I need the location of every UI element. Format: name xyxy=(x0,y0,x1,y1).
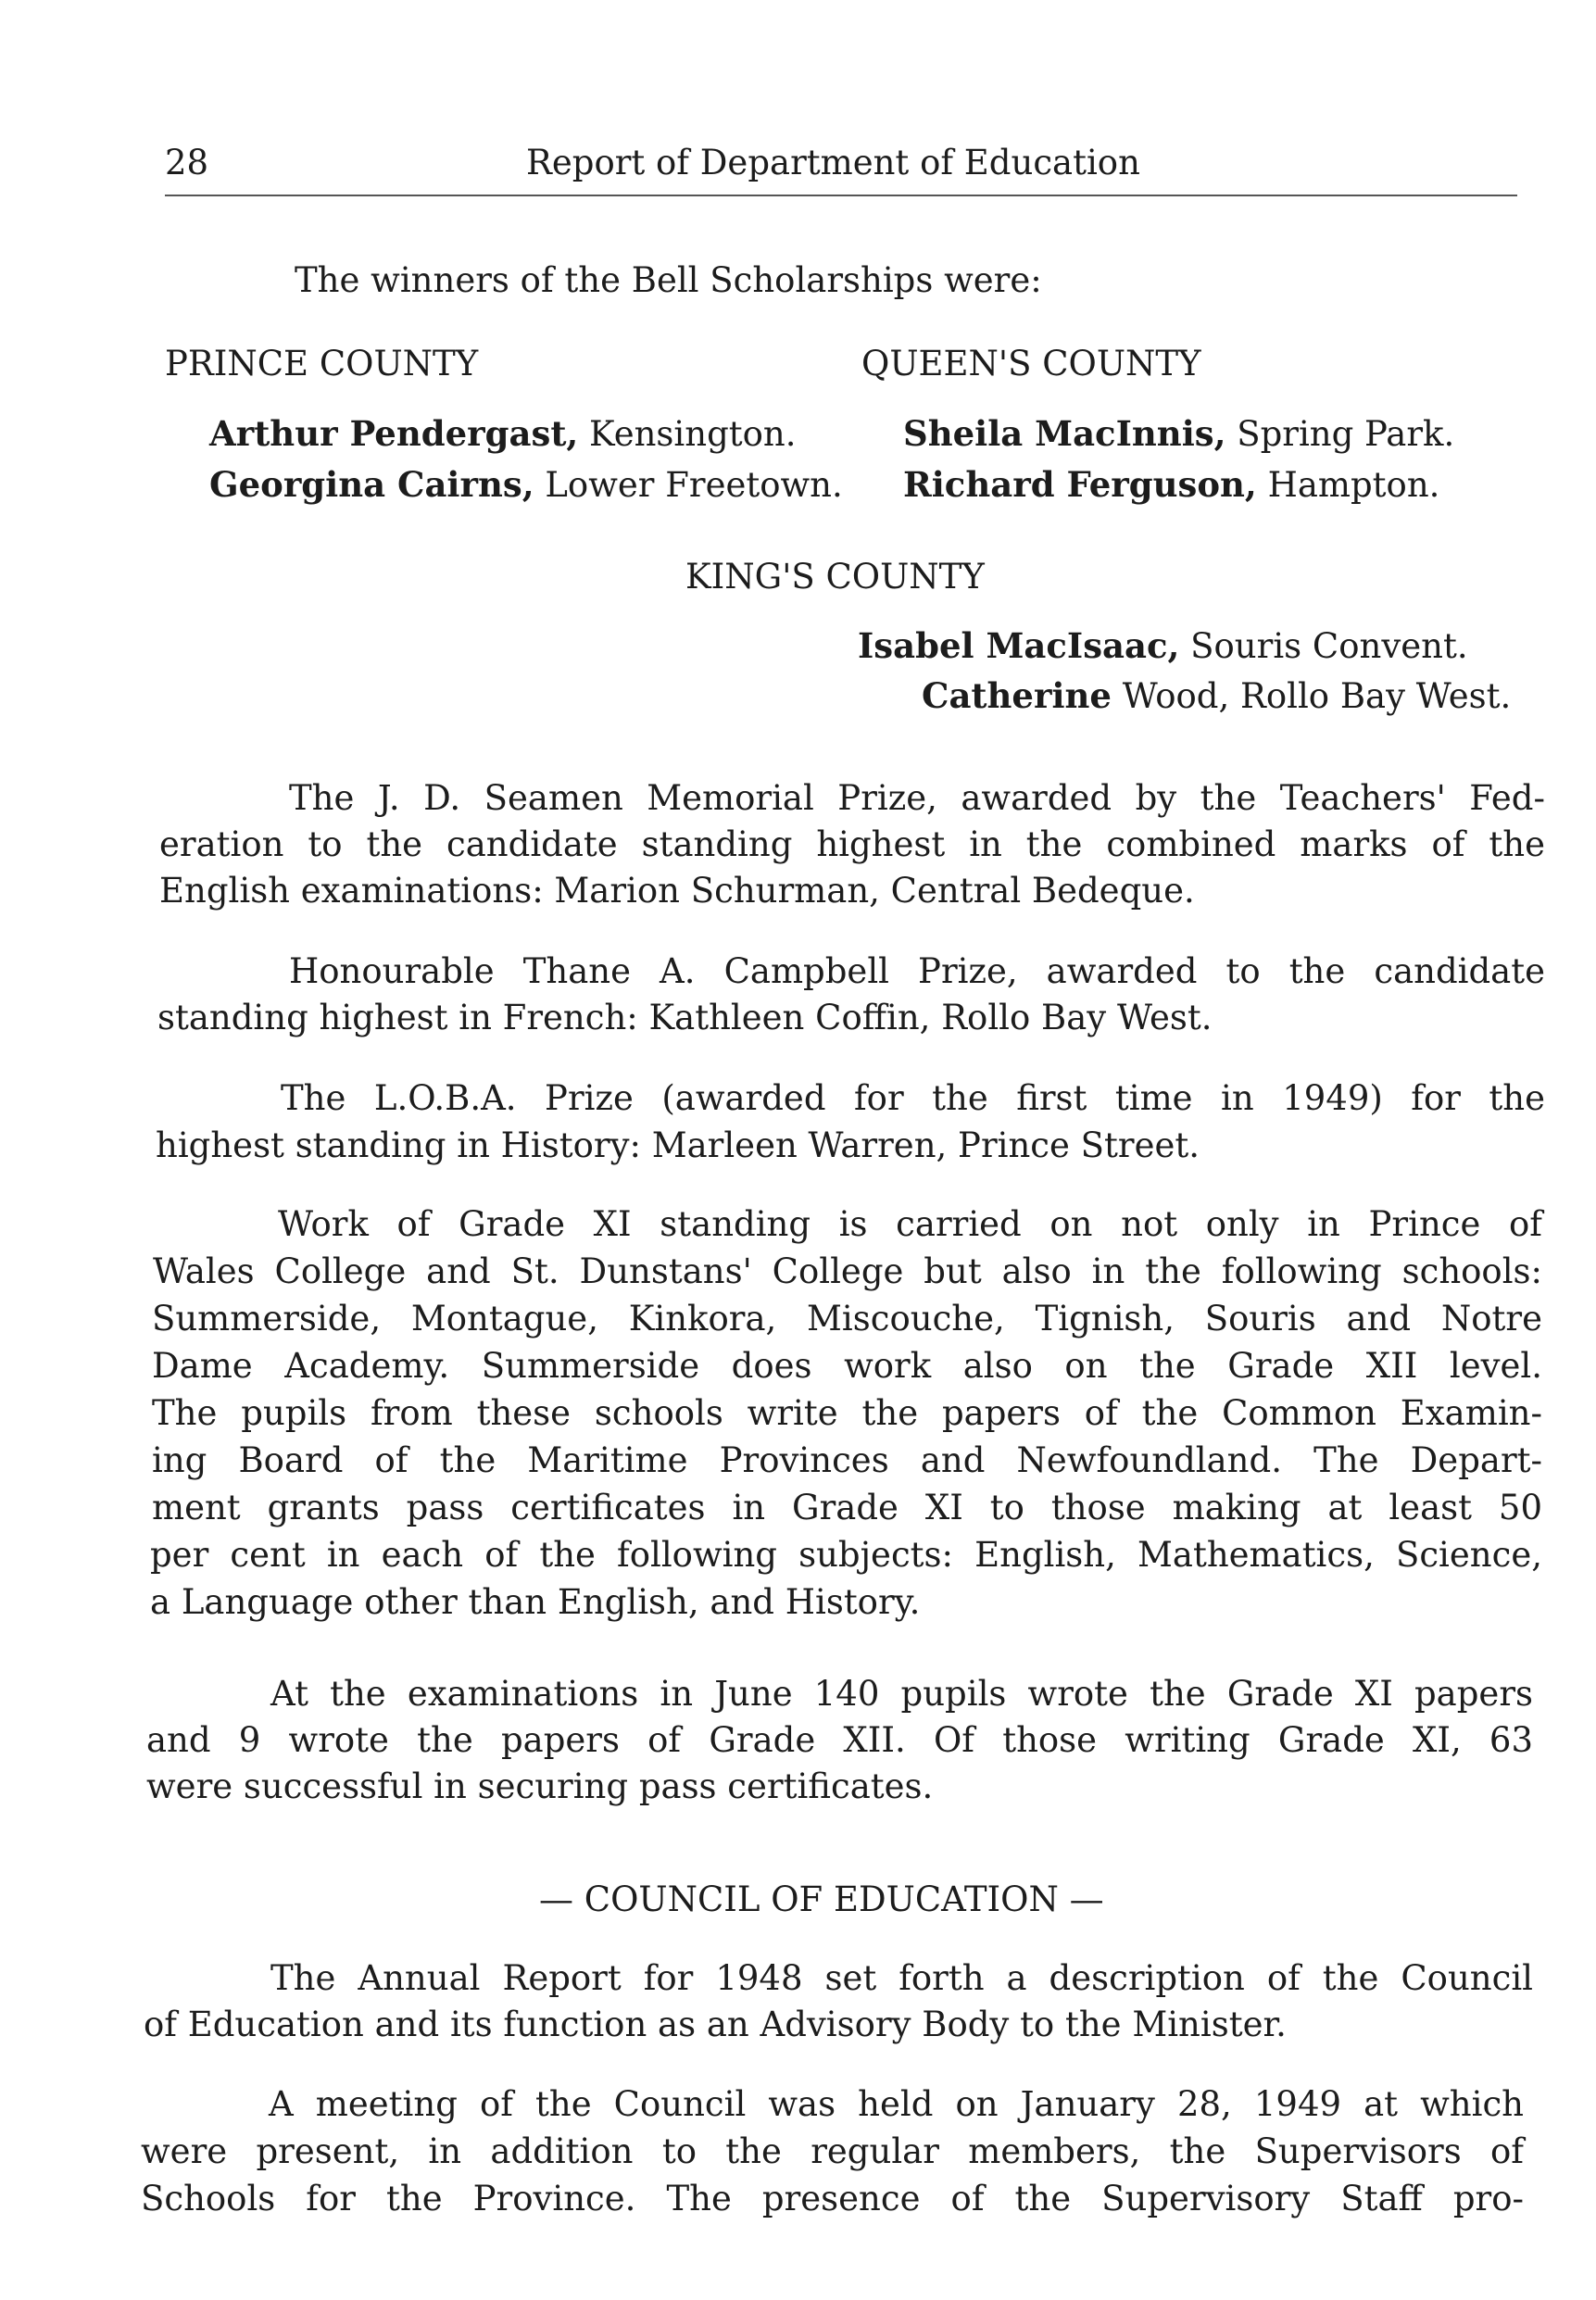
loba-prize-line-2: highest standing in History: Marleen Warren, Prince Street. xyxy=(156,1125,1200,1165)
council-para-2-line-2: were present, in addition to the regular members, the Supervisors of xyxy=(141,2131,1524,2171)
loba-prize-line-1: The L.O.B.A. Prize (awarded for the first time in 1949) for the xyxy=(281,1078,1545,1118)
exam-results-line-3: were successful in securing pass certificates. xyxy=(146,1766,934,1806)
page-number: 28 xyxy=(165,143,209,182)
queens-winner-1 xyxy=(903,413,1455,454)
grade-xi-line-9: a Language other than English, and History. xyxy=(150,1582,921,1622)
winner-place: Spring Park. xyxy=(1225,414,1455,454)
prince-county-heading: PRINCE COUNTY xyxy=(165,344,479,383)
grade-xi-line-5: The pupils from these schools write the papers of the Common Examin- xyxy=(152,1393,1542,1433)
winner-name: Richard Ferguson, xyxy=(903,464,1257,505)
grade-xi-line-2: Wales College and St. Dunstans' College but also in the following schools: xyxy=(153,1251,1542,1291)
winner-place: Lower Freetown. xyxy=(534,465,843,505)
seamen-prize-line-1: The J. D. Seamen Memorial Prize, awarded by the Teachers' Fed- xyxy=(289,778,1545,818)
council-para-1-line-2: of Education and its function as an Advisory Body to the Minister. xyxy=(144,2005,1287,2044)
prince-winner-1 xyxy=(209,413,797,454)
council-para-2-line-1: A meeting of the Council was held on January 28, 1949 at which xyxy=(269,2084,1524,2124)
grade-xi-line-8: per cent in each of the following subjects: English, Mathematics, Science, xyxy=(150,1535,1542,1575)
kings-winner-1 xyxy=(858,625,1468,666)
winner-place: Souris Convent. xyxy=(1179,626,1468,666)
bell-intro: The winners of the Bell Scholarships were: xyxy=(295,260,1042,300)
seamen-prize-line-2: eration to the candidate standing highest in the combined marks of the xyxy=(159,824,1545,864)
winner-name: Georgina Cairns, xyxy=(209,464,534,505)
prince-winner-2 xyxy=(209,464,843,505)
council-heading: — COUNCIL OF EDUCATION — xyxy=(539,1879,1104,1919)
winner-name: Arthur Pendergast, xyxy=(209,413,579,454)
grade-xi-line-4: Dame Academy. Summerside does work also on the Grade XII level. xyxy=(152,1346,1542,1386)
exam-results-line-1: At the examinations in June 140 pupils wrote the Grade XI papers xyxy=(270,1674,1533,1714)
winner-name: Sheila MacInnis, xyxy=(903,413,1226,454)
kings-county-heading: KING'S COUNTY xyxy=(685,557,985,597)
queens-winner-2 xyxy=(903,464,1440,505)
council-para-1-line-1: The Annual Report for 1948 set forth a description of the Council xyxy=(270,1958,1533,1998)
running-title: Report of Department of Education xyxy=(526,143,1140,182)
grade-xi-line-6: ing Board of the Maritime Provinces and Newfoundland. The Depart- xyxy=(152,1440,1542,1480)
grade-xi-line-7: ment grants pass certificates in Grade XI to those making at least 50 xyxy=(152,1488,1542,1527)
winner-name: Isabel MacIsaac, xyxy=(858,625,1180,666)
queens-county-heading: QUEEN'S COUNTY xyxy=(861,344,1201,383)
winner-place: Kensington. xyxy=(578,414,797,454)
winner-name: Catherine xyxy=(922,675,1112,716)
council-para-2-line-3: Schools for the Province. The presence of the Supervisory Staff pro- xyxy=(141,2179,1524,2218)
campbell-prize-line-1: Honourable Thane A. Campbell Prize, awarded to the candidate xyxy=(289,951,1545,991)
campbell-prize-line-2: standing highest in French: Kathleen Coffin, Rollo Bay West. xyxy=(157,998,1213,1037)
grade-xi-line-1: Work of Grade XI standing is carried on not only in Prince of xyxy=(278,1204,1542,1244)
grade-xi-line-3: Summerside, Montague, Kinkora, Miscouche, Tignish, Souris and Notre xyxy=(152,1299,1542,1339)
page-header xyxy=(165,139,1517,196)
kings-winner-2 xyxy=(922,675,1512,716)
winner-place: Hampton. xyxy=(1256,465,1440,505)
winner-place: Wood, Rollo Bay West. xyxy=(1111,676,1512,716)
exam-results-line-2: and 9 wrote the papers of Grade XII. Of those writing Grade XI, 63 xyxy=(146,1720,1533,1760)
seamen-prize-line-3: English examinations: Marion Schurman, Central Bedeque. xyxy=(159,871,1195,911)
